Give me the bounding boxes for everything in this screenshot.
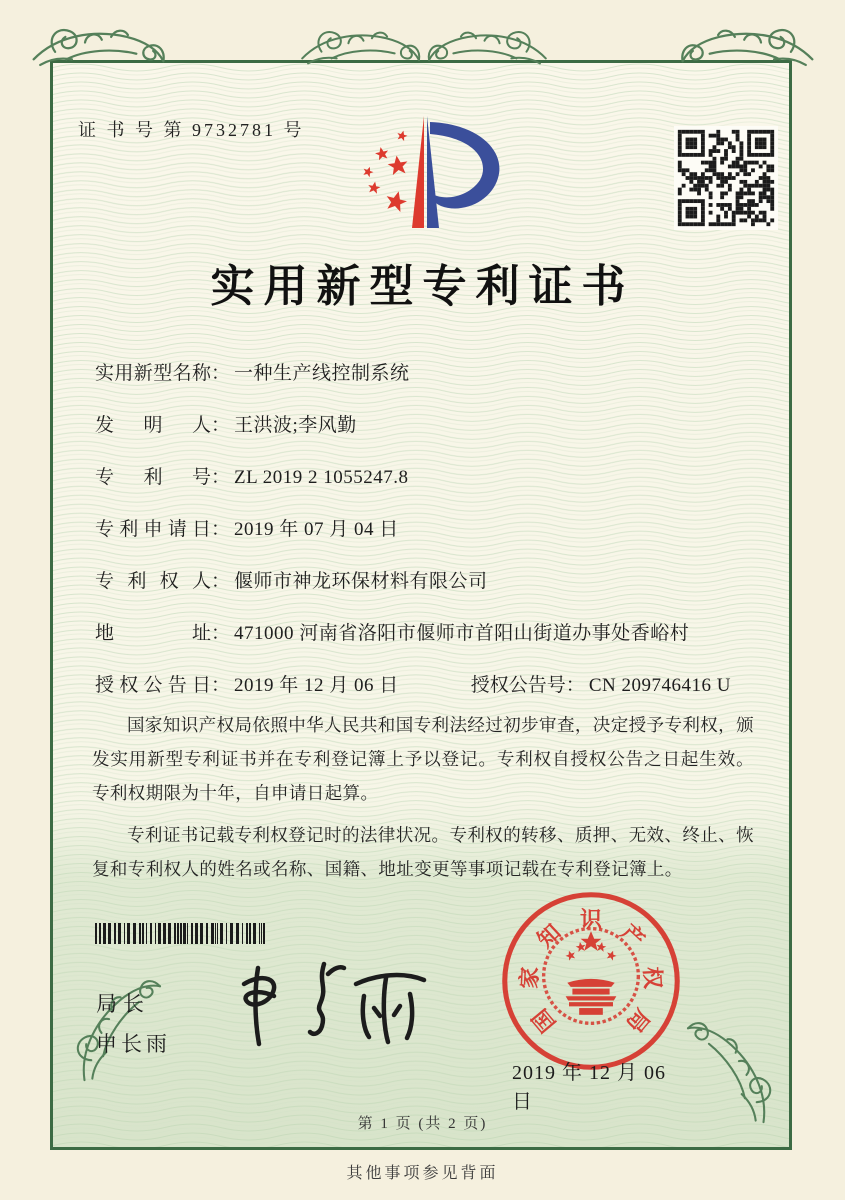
commissioner-title: 局长 <box>96 992 150 1016</box>
seal-char: 家 <box>516 966 543 990</box>
field-label: 地址 <box>95 623 211 644</box>
seal-char: 国 <box>527 1004 561 1038</box>
field-value: 王洪波;李风勤 <box>234 415 357 436</box>
grant-number-pair <box>471 675 731 696</box>
field-value: 2019 年 07 月 04 日 <box>234 519 399 540</box>
field-label: 实用新型名称 <box>95 363 211 384</box>
signature-handwriting <box>228 950 438 1055</box>
field-utility-model-name <box>95 358 755 410</box>
legal-paragraph-1: 国家知识产权局依照中华人民共和国专利法经过初步审查，决定授予专利权，颁发实用新型专利证书并在专利登记簿上予以登记。专利权自授权公告之日起生效。专利权期限为十年，自申请日起算。 <box>92 715 754 803</box>
seal-char: 产 <box>616 919 650 953</box>
cnipa-logo-icon <box>338 110 513 238</box>
legal-paragraph-2: 专利证书记载专利权登记时的法律状况。专利权的转移、质押、无效、终止、恢复和专利权人的姓名或名称、国籍、地址变更等事项记载在专利登记簿上。 <box>92 825 754 879</box>
seal-char: 识 <box>580 906 602 932</box>
field-label: 专利申请日 <box>95 519 211 540</box>
seal-national-emblem <box>564 931 618 1015</box>
field-label: 授权公告日 <box>95 675 211 696</box>
field-value: 偃师市神龙环保材料有限公司 <box>234 571 488 592</box>
field-colon: ： <box>211 415 231 436</box>
field-colon: ： <box>211 519 231 540</box>
field-application-date <box>95 514 755 566</box>
commissioner-name: 申长雨 <box>96 1032 171 1056</box>
field-address <box>95 618 755 670</box>
back-side-note: 其他事项参见背面 <box>346 1165 499 1182</box>
field-label: 专利权人 <box>95 571 211 592</box>
barcode <box>95 923 267 944</box>
field-colon: ： <box>211 571 231 592</box>
grant-number-label: 授权公告号 <box>470 675 566 696</box>
field-label: 专利号 <box>95 467 211 488</box>
field-patent-number <box>95 462 755 514</box>
field-colon: ： <box>211 363 231 384</box>
grant-number-value: CN 209746416 U <box>588 675 731 696</box>
seal-char: 权 <box>639 966 666 990</box>
field-value: ZL 2019 2 1055247.8 <box>234 467 409 488</box>
field-label: 发明人 <box>95 415 211 436</box>
legal-text <box>92 708 754 894</box>
field-colon: ： <box>211 675 231 696</box>
field-colon: ： <box>211 467 231 488</box>
grant-date-value: 2019 年 12 月 06 日 <box>234 675 399 696</box>
field-colon: ： <box>565 675 585 696</box>
certificate-number: 证 书 号 第 9732781 号 <box>78 120 305 140</box>
seal-char: 知 <box>532 919 566 953</box>
field-inventor <box>95 410 755 462</box>
page-number: 第 1 页 (共 2 页) <box>357 1116 488 1132</box>
seal-date: 2019 年 12 月 06 日 <box>512 1062 666 1113</box>
field-value: 471000 河南省洛阳市偃师市首阳山街道办事处香峪村 <box>234 623 690 644</box>
qr-code <box>674 126 778 230</box>
field-patentee <box>95 566 755 618</box>
certificate-title: 实用新型专利证书 <box>210 262 635 311</box>
field-value: 一种生产线控制系统 <box>234 363 410 384</box>
certificate-fields <box>95 358 755 722</box>
seal-char: 局 <box>621 1004 655 1038</box>
official-seal <box>498 888 684 1074</box>
field-colon: ： <box>211 623 231 644</box>
